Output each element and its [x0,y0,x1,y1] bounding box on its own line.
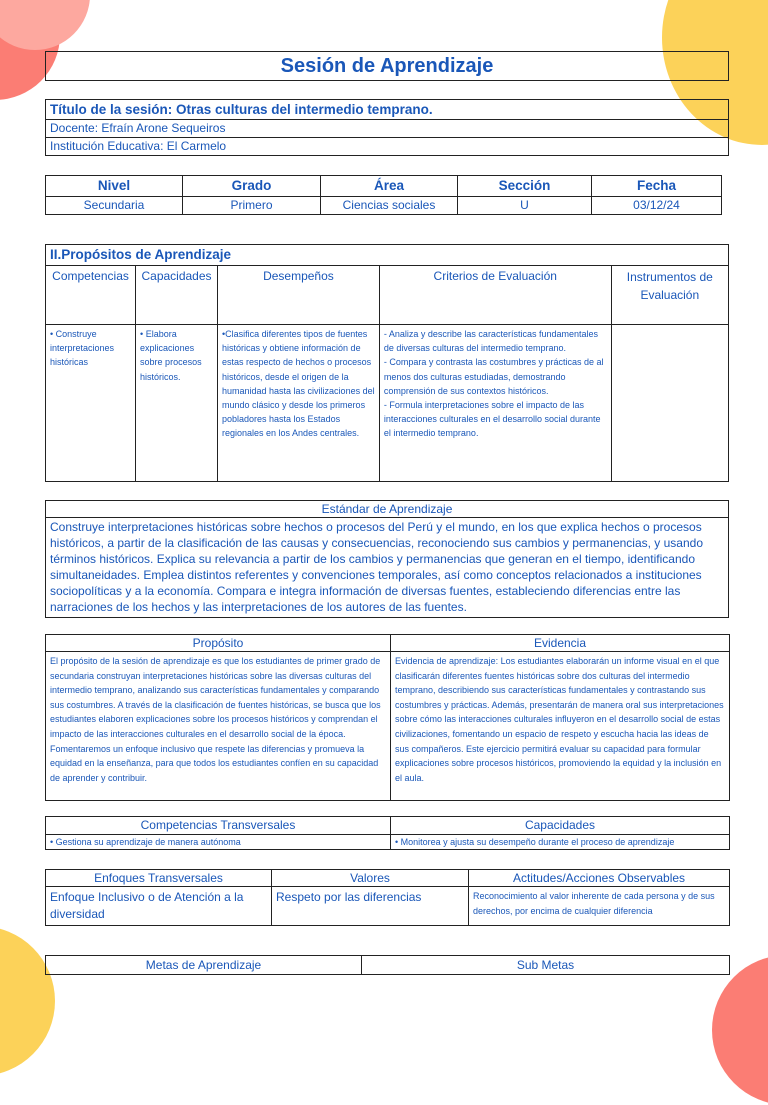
performance-cell: •Clasifica diferentes tipos de fuentes históricas y obtiene información de estas respecto de hechos o procesos históricos, desde el origen de la humanidad hasta las civilizaciones del mundo clásico y desde los primeros pobladores hasta los Estados regionales en los Andes centrales. [218,325,380,482]
purposes-table [45,244,729,482]
criteria-cell [379,325,611,482]
competence-cell: • Construye interpretaciones históricas [46,325,136,482]
col-desempenos: Desempeños [218,266,380,325]
transversal-capacity: • Monitorea y ajusta su desempeño durante el proceso de aprendizaje [391,835,730,850]
purpose-heading: Propósito [46,635,391,652]
standard-heading: Estándar de Aprendizaje [46,501,729,518]
transversal-competence: • Gestiona su aprendizaje de manera autónoma [46,835,391,850]
evidence-text: Evidencia de aprendizaje: Los estudiantes elaborarán un informe visual en el que clasificarán diferentes fuentes históricas sobre dos culturas del intermedio temprano, describiendo sus características fundamentales y contrastando sus costumbres y prácticas. Además, presentarán de manera oral sus interpretaciones sobre cómo las interacciones culturales influyeron en el desarrollo social de estas civilizaciones, fomentando un espacio de respeto y escucha hacia las ideas de sus compañeros. Este ejercicio permitirá evaluar su capacidad para formular explicaciones sobre procesos históricos, promoviendo la equidad y la inclusión en el aula. [391,652,730,801]
col-competencias: Competencias [46,266,136,325]
header-grado: Grado [183,176,321,197]
standard-text: Construye interpretaciones históricas sobre hechos o procesos del Perú y el mundo, en los que explica hechos o procesos históricos, a partir de la clasificación de las causas y consecuencias, reconociendo sus cambios y permanencias, y usando términos históricos. Explica su relevancia a partir de los cambios y permanencias que generan en el tiempo, identificando simultaneidades. Emplea distintos referentes y convenciones temporales, así como conceptos relacionados a instituciones sociopolíticas y a la economía. Compara e integra información de diversas fuentes, estableciendo diferencias entre las narraciones de los hechos y las interpretaciones de los autores de las fuentes. [46,518,729,618]
attitudes-heading: Actitudes/Acciones Observables [469,870,730,887]
value-seccion: U [458,197,592,215]
col-capacidades: Capacidades [136,266,218,325]
goals-heading: Metas de Aprendizaje [46,956,362,975]
value-grado: Primero [183,197,321,215]
general-data-table [45,175,722,215]
approaches-table [45,869,730,926]
value-area: Ciencias sociales [321,197,458,215]
purpose-text: El propósito de la sesión de aprendizaje es que los estudiantes de primer grado de secundaria construyan interpretaciones históricas sobre las diversas culturas del intermedio temprano, analizando sus características fundamentales y comparando sus costumbres. A través de la clasificación de fuentes históricas, se busca que los estudiantes elaboren explicaciones sobre los procesos históricos y comprendan el impacto de las interacciones culturales en el desarrollo social de la época. Fomentaremos un enfoque inclusivo que respete las diferencias y promueva la equidad en la enseñanza, para que todos los estudiantes confíen en su capacidad de aprender y contribuir. [46,652,391,801]
attitude-text: Reconocimiento al valor inherente de cada persona y de sus derechos, por encima de cualquier diferencia [469,887,730,926]
approaches-heading: Enfoques Transversales [46,870,272,887]
criteria-item-1: - Analiza y describe las características fundamentales de diversas culturas del intermedio temprano. [383,329,598,354]
approach-value: Enfoque Inclusivo o de Atención a la diversidad [46,887,272,926]
transversal-table [45,816,730,850]
goals-table [45,955,730,975]
col-criterios: Criterios de Evaluación [379,266,611,325]
header-nivel: Nivel [46,176,183,197]
transversal-competences-heading: Competencias Transversales [46,817,391,835]
teacher-name: Docente: Efraín Arone Sequeiros [46,120,729,138]
criteria-item-3: - Formula interpretaciones sobre el impacto de las interacciones culturales en el desarrollo social durante el intermedio temprano. [383,400,601,439]
page-title: Sesión de Aprendizaje [46,52,729,81]
purposes-heading: II.Propósitos de Aprendizaje [46,245,729,266]
value-nivel: Secundaria [46,197,183,215]
standard-table [45,500,729,618]
session-info-table [45,99,729,156]
value-fecha: 03/12/24 [592,197,722,215]
sub-goals-heading: Sub Metas [362,956,730,975]
decor-blob-bottom-right-red [712,955,768,1105]
capacity-cell: • Elabora explicaciones sobre procesos históricos. [136,325,218,482]
header-fecha: Fecha [592,176,722,197]
purpose-evidence-table [45,634,730,801]
session-title: Título de la sesión: Otras culturas del intermedio temprano. [46,100,729,120]
value-text: Respeto por las diferencias [272,887,469,926]
criteria-item-2: - Compara y contrasta las costumbres y prácticas de al menos dos culturas estudiadas, demostrando comprensión de sus contextos históricos. [383,357,604,396]
school-name: Institución Educativa: El Carmelo [46,138,729,156]
header-area: Área [321,176,458,197]
decor-blob-bottom-left-yellow [0,926,55,1076]
transversal-capacities-heading: Capacidades [391,817,730,835]
evidence-heading: Evidencia [391,635,730,652]
instruments-cell [611,325,728,482]
decor-blob-top-left-pink [0,0,90,50]
title-table [45,51,729,81]
values-heading: Valores [272,870,469,887]
header-seccion: Sección [458,176,592,197]
col-instrumentos: Instrumentos de Evaluación [611,266,728,325]
